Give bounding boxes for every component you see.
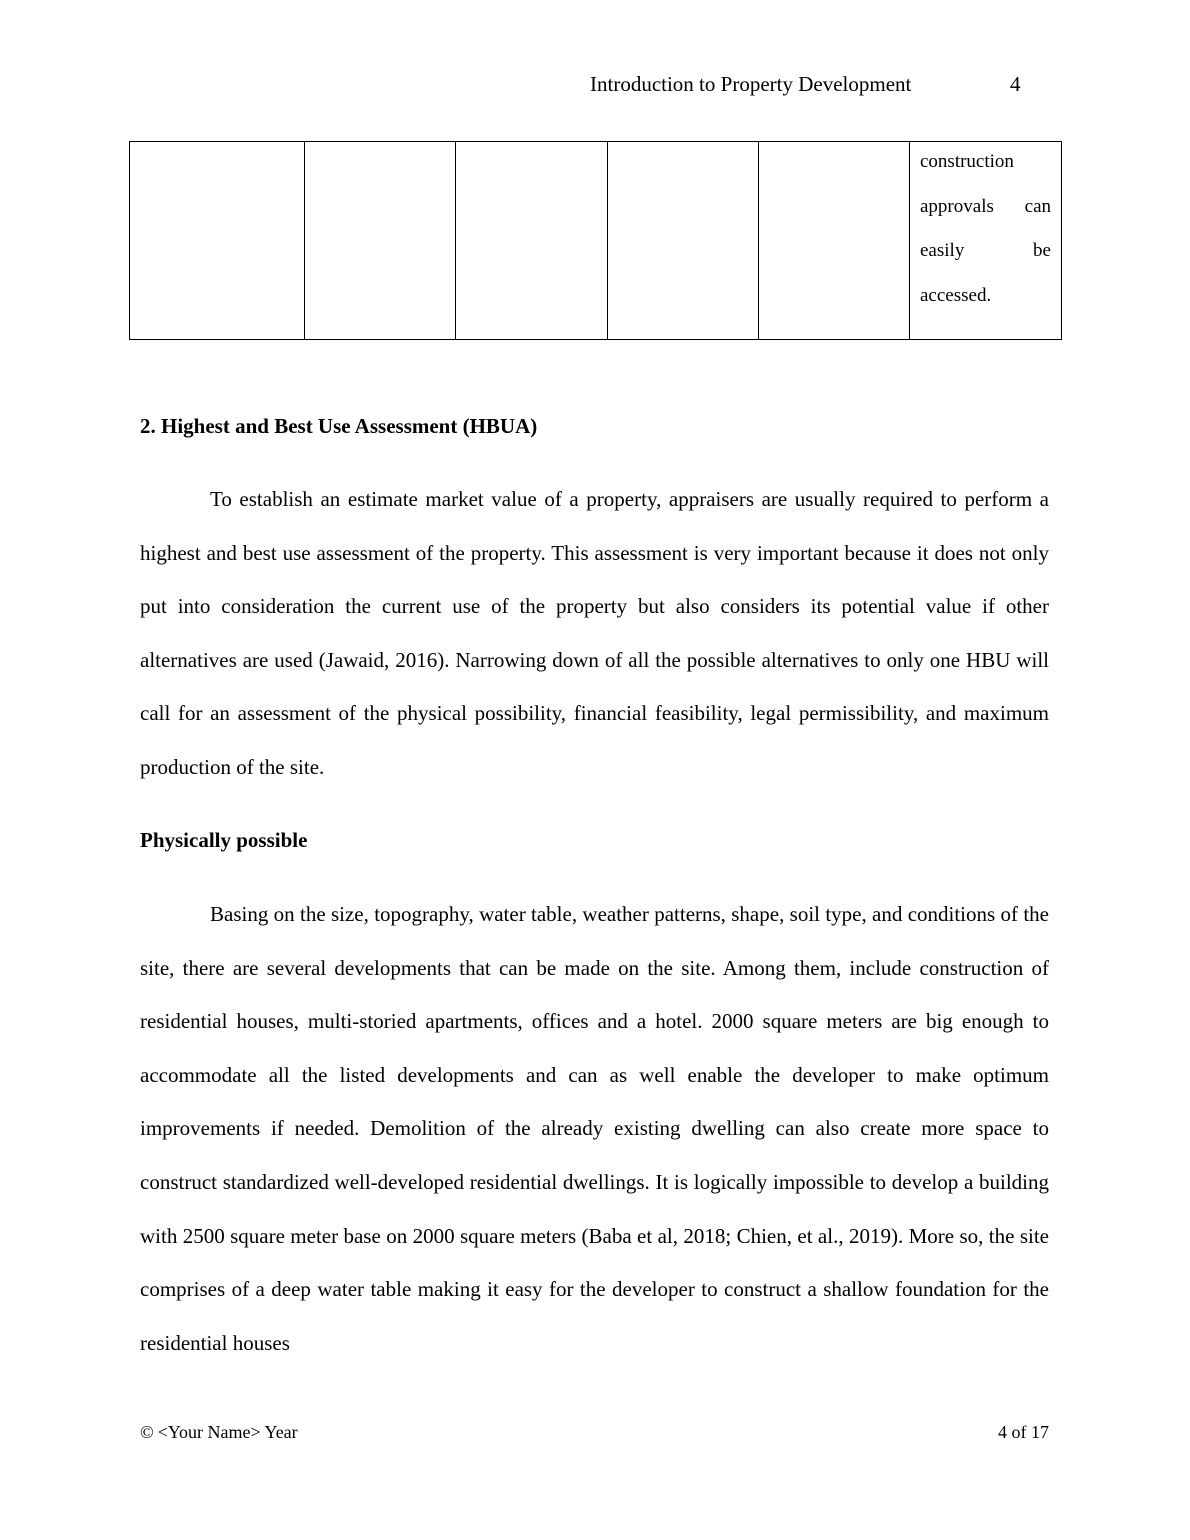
copyright-icon: © [140, 1422, 154, 1442]
footer-author [140, 1420, 298, 1444]
cell-line: approvals can [920, 195, 1051, 217]
cell-line: easily be [920, 240, 1051, 261]
cell-line: construction [920, 151, 1014, 172]
subsection-heading: Physically possible [140, 828, 308, 852]
table-cell-empty [759, 142, 910, 340]
running-head-title: Introduction to Property Development [590, 72, 912, 96]
continued-table [129, 141, 1062, 340]
page-number: 4 [1010, 72, 1021, 96]
cell-line: accessed. [920, 284, 992, 306]
table-cell-empty [608, 142, 759, 340]
table-cell-text [910, 142, 1062, 340]
table-cell-empty [456, 142, 608, 340]
subsection-paragraph: Basing on the size, topography, water table, weather patterns, shape, soil type, and conditions of the site, there are several developments that can be made on the site. Among them, include construction of residential houses, multi-storied apartments, offices and a hotel. 2000 square meters are big enough to accommodate all the listed developments and can as well enable the developer to make optimum improvements if needed. Demolition of the already existing dwelling can also create more space to construct standardized well-developed residential dwellings. It is logically impossible to develop a building with 2500 square meter base on 2000 square meters (Baba et al, 2018; Chien, et al., 2019). More so, the site comprises of a deep water table making it easy for the developer to construct a shallow foundation for the residential houses [140, 902, 1049, 1355]
table-row [130, 142, 1062, 340]
section-heading: 2. Highest and Best Use Assessment (HBUA) [140, 414, 538, 438]
footer-page-of: 4 of 17 [998, 1422, 1049, 1442]
table-cell-empty [130, 142, 305, 340]
footer-author-text: <Your Name> Year [157, 1422, 298, 1442]
table-cell-empty [305, 142, 456, 340]
section-paragraph: To establish an estimate market value of a property, appraisers are usually required to perform a highest and best use assessment of the property. This assessment is very important because it does not only put into consideration the current use of the property but also considers its potential value if other alternatives are used (Jawaid, 2016). Narrowing down of all the possible alternatives to only one HBU will call for an assessment of the physical possibility, financial feasibility, legal permissibility, and maximum production of the site. [140, 487, 1049, 779]
